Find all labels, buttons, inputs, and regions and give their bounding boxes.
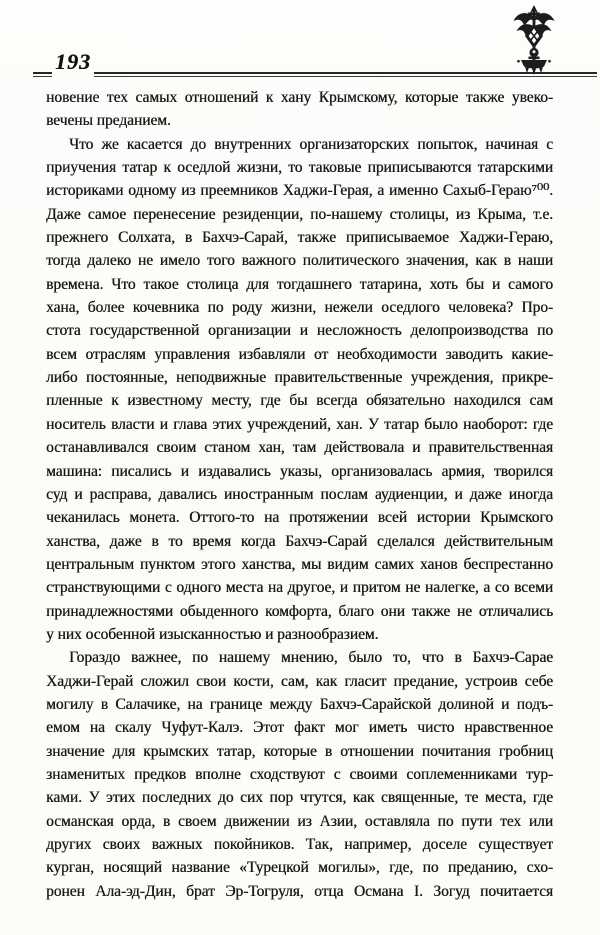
text-line: ками. У этих последних до сих пор чтутся, как священные, те места, где (46, 789, 553, 807)
text-line: ронен Ала-эд-Дин, брат Эр-Тогруля, отца Османа I. Зогуд почитается (46, 882, 553, 900)
text-line: машина: писались и издавались указы, организовалась армия, творился (46, 462, 553, 480)
text-line: тогда далеко не имело того важного политического значения, как в наши (46, 252, 553, 270)
text-line: принадлежностями обыденного комфорта, благо они также не отличались (46, 602, 553, 620)
text-line: всем отраслям управления избавляли от необходимости заводить какие- (46, 345, 553, 363)
text-line: вечены преданием. (46, 112, 171, 130)
header-rule-left (33, 72, 52, 77)
paragraph (46, 86, 553, 133)
text-line: историками одному из преемников Хаджи-Герая, а именно Сахыб-Гераю⁷⁰⁰. (46, 182, 553, 200)
text-line: значение для крымских татар, которые в отношении почитания гробниц (46, 742, 553, 760)
text-line: чеканилась монета. Оттого-то на протяжении всей истории Крымского (46, 509, 553, 527)
heraldic-finial-ornament-icon (512, 4, 556, 76)
text-line: емом на скалу Чуфут-Калэ. Этот факт мог иметь чисто нравственное (46, 719, 553, 737)
text-line: времена. Что такое столица для тогдашнего татарина, хоть бы и самого (46, 275, 553, 293)
text-line: у них особенной изысканностью и разнообразием. (46, 625, 379, 643)
text-line: суд и расправа, давались иностранным послам аудиенции, и даже иногда (46, 485, 553, 503)
body-text (46, 86, 553, 903)
text-line: Хаджи-Герай сложил свои кости, сам, как гласит предание, устроив себе (46, 672, 553, 690)
text-line: пленные к известному месту, где бы всегда обязательно находился сам (46, 392, 553, 410)
paragraph (46, 646, 553, 903)
page-number: 193 (55, 49, 91, 74)
text-line: либо постоянные, неподвижные правительственные учреждения, прикре- (46, 369, 553, 387)
text-line: приучения татар к оседлой жизни, то таковые приписываются татарскими (46, 159, 553, 177)
text-line: османская орда, в своем движении из Азии, оставляла по пути тех или (46, 812, 553, 830)
text-line: носитель власти и глава этих учреждений, хан. У татар было наоборот: где (46, 415, 553, 433)
text-line: стота государственной организации и несложность делопроизводства по (46, 322, 553, 340)
paragraph (46, 133, 553, 647)
text-line: новение тех самых отношений к хану Крымскому, которые также увеко- (46, 89, 553, 106)
text-line: других своих важных покойников. Так, например, доселе существует (46, 836, 553, 853)
text-line: ханства, даже в то время когда Бахчэ-Сарай сделался действительным (46, 532, 553, 550)
text-line: странствующими с одного места на другое, и притом не налегке, а со всеми (46, 579, 553, 597)
text-line: прежнего Солхата, в Бахчэ-Сарай, также приписываемое Хаджи-Гераю, (46, 229, 553, 247)
text-line: курган, носящий название «Турецкой могилы», где, по преданию, схо- (46, 859, 553, 877)
text-line: центральным пунктом этого ханства, мы видим самих ханов беспрестанно (46, 555, 553, 573)
text-line: Гораздо важнее, по нашему мнению, было то, что в Бахчэ-Сарае (69, 649, 553, 667)
text-line: останавливался своим станом хан, там действовала и правительственная (46, 439, 553, 457)
text-line: знаменитых предков вполне сходствуют с своими соплеменниками тур- (46, 765, 553, 783)
text-line: Даже самое перенесение резиденции, по-нашему столицы, из Крыма, т.е. (46, 205, 553, 223)
text-line: могилу в Салачике, на границе между Бахчэ-Сарайской долиной и подъ- (46, 695, 553, 713)
text-line: Что же касается до внутренних организаторских попыток, начиная с (69, 135, 553, 153)
text-line: хана, более кочевника по роду жизни, нежели оседлого человека? Про- (46, 299, 553, 317)
